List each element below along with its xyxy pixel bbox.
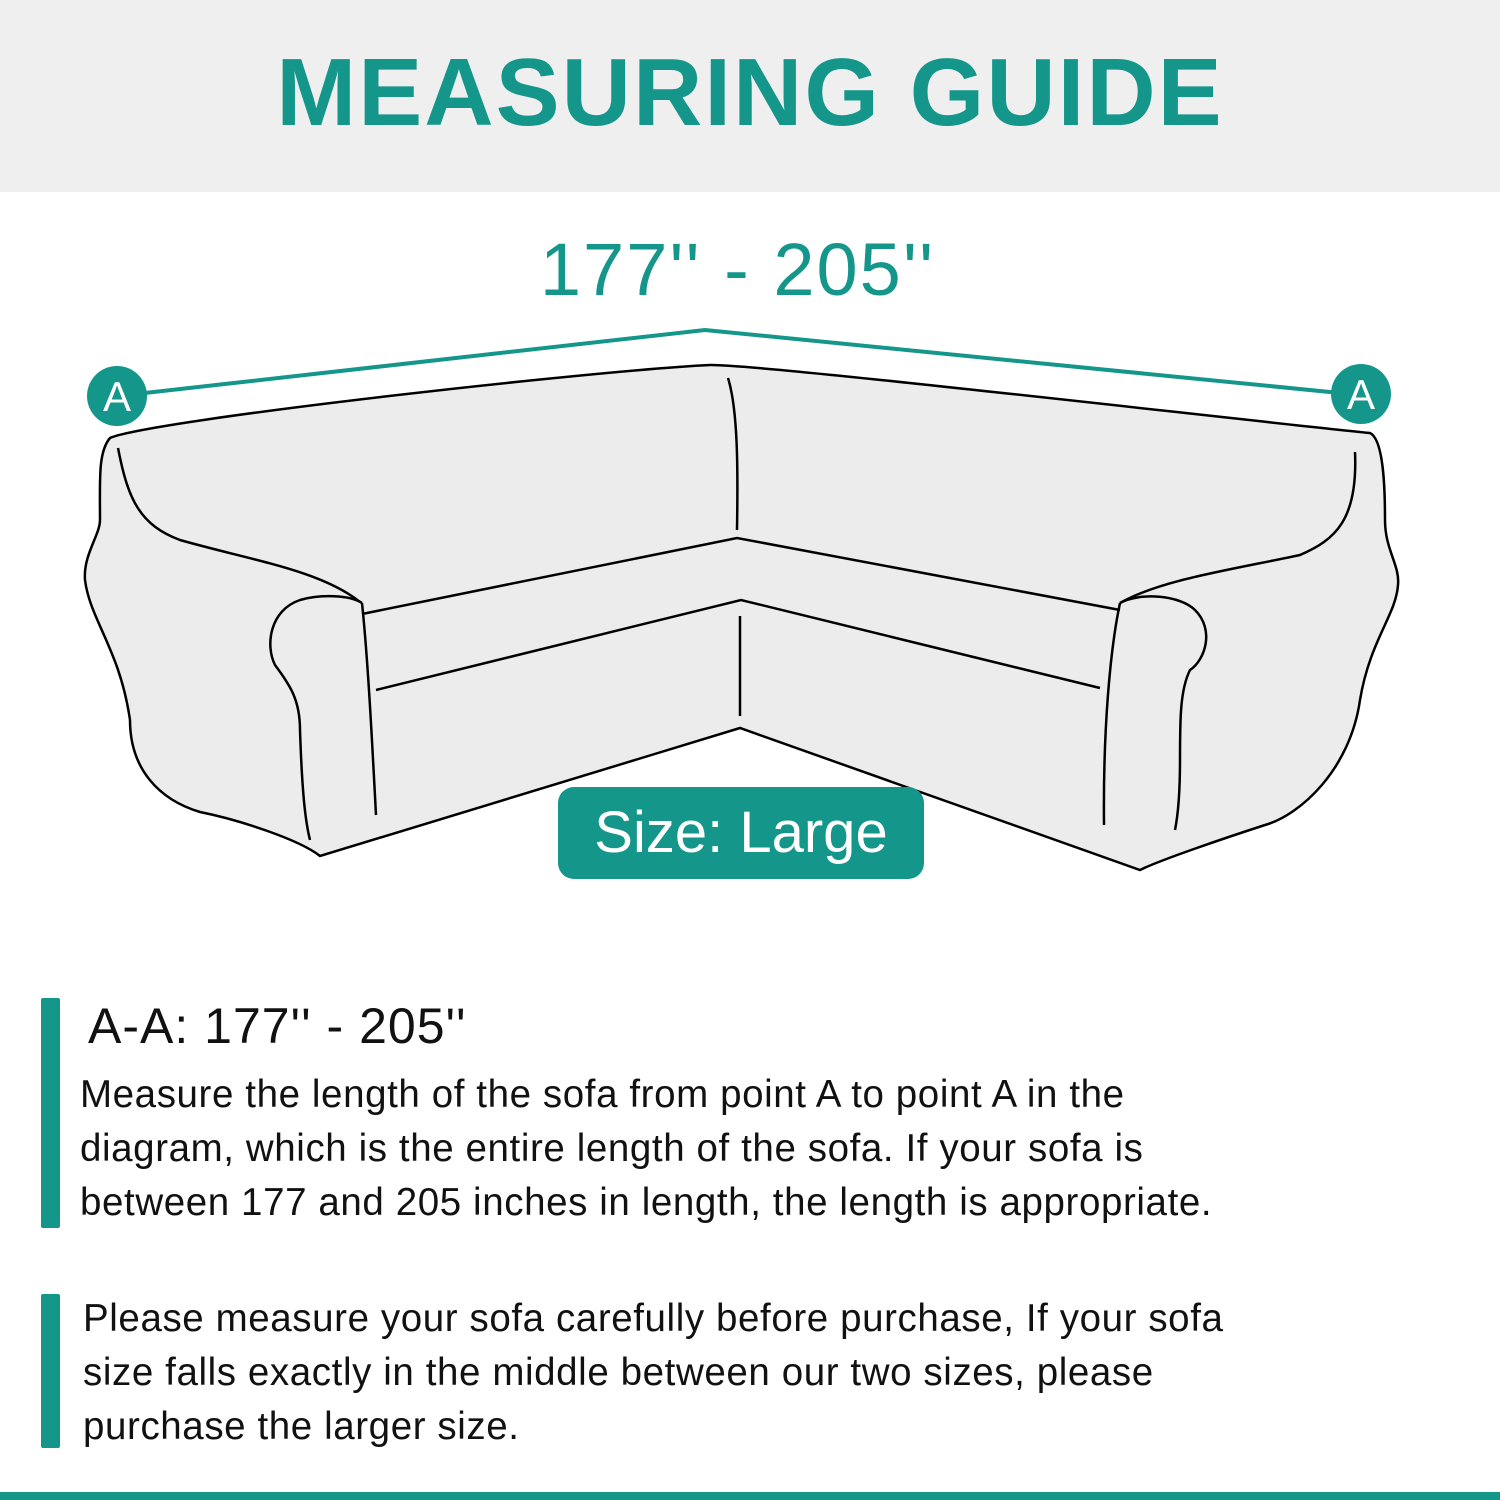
- point-a-left-label: A: [102, 373, 132, 420]
- section-1-line-2: diagram, which is the entire length of the sofa. If your sofa is: [80, 1127, 1144, 1170]
- section-1-line-1: Measure the length of the sofa from point A to point A in the: [80, 1073, 1125, 1116]
- bottom-accent-line: [0, 1492, 1500, 1500]
- point-a-right-label: A: [1346, 371, 1376, 418]
- total-length-label: 177'' - 205'': [539, 228, 936, 311]
- page-title: MEASURING GUIDE: [276, 39, 1224, 146]
- section-2-line-1: Please measure your sofa carefully before purchase, If your sofa: [83, 1297, 1224, 1340]
- section-accent-bar-1: [41, 998, 60, 1228]
- section-2-line-2: size falls exactly in the middle between our two sizes, please: [83, 1351, 1154, 1394]
- section-heading: A-A: 177'' - 205'': [88, 998, 467, 1054]
- size-badge: Size: Large: [558, 787, 924, 879]
- section-1-line-3: between 177 and 205 inches in length, the length is appropriate.: [80, 1181, 1213, 1224]
- section-accent-bar-2: [41, 1294, 60, 1448]
- section-2-line-3: purchase the larger size.: [83, 1405, 520, 1448]
